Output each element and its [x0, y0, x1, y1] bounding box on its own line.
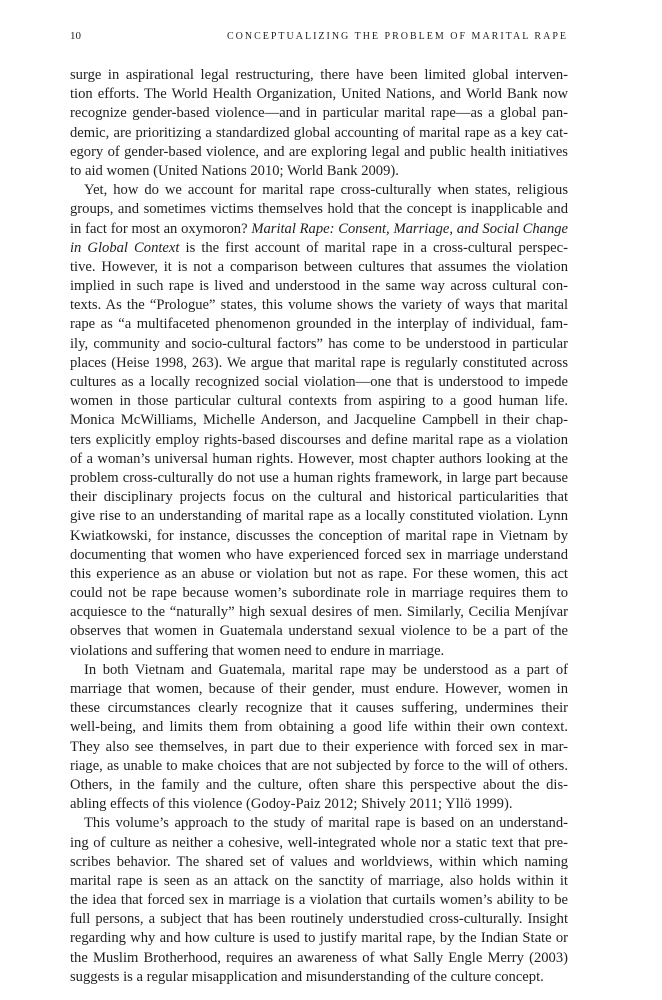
text-line: suggests is a regular misapplication and misunderstanding of the culture concept. [70, 968, 544, 985]
text-line: Monica McWilliams, Michelle Anderson, and Jacqueline Campbell in their chap- [70, 412, 568, 429]
text-line: well-being, and limits them from obtaining a good life within their own context. [70, 719, 568, 736]
paragraph-4 [70, 814, 568, 987]
text-line: this experience as an abuse or violation but not as rape. For these women, this act [70, 565, 568, 582]
body-text [70, 66, 568, 987]
paragraph-3 [70, 661, 568, 815]
running-head [70, 30, 568, 52]
text-line: give rise to an understanding of marital rape as a locally constituted violation. Lynn [70, 508, 568, 525]
text-line: implied in such rape is lived and understood in the same way across cultural con- [70, 278, 568, 295]
text-line: ily, community and socio-cultural factors” has come to be understood in particular [70, 335, 568, 352]
book-page [70, 30, 568, 987]
text-line: scribes behavior. The shared set of values and worldviews, within which naming [70, 853, 568, 870]
text-line: to aid women (United Nations 2010; World Bank 2009). [70, 162, 399, 179]
text-line: acquiesce to the “naturally” high sexual desires of men. Similarly, Cecilia Menjívar [70, 604, 568, 621]
text-line: could not be rape because women’s subordinate role in marriage requires them to [70, 585, 568, 602]
text-line: marital rape is seen as an attack on the sanctity of marriage, also holds within it [70, 872, 568, 889]
text-line: the idea that forced sex in marriage is a violation that curtails women’s ability to be [70, 892, 568, 909]
text-line: tive. However, it is not a comparison between cultures that assumes the violation [70, 258, 568, 275]
text-line: the Muslim Brotherhood, requires an awareness of what Sally Engle Merry (2003) [70, 949, 568, 966]
text-line: groups, and sometimes victims themselves hold that the concept is inapplicable and [70, 201, 568, 218]
line-text: in fact for most an oxymoron? [70, 220, 248, 237]
line-text: is the first account of marital rape in a cross-cultural perspec- [185, 239, 568, 256]
text-line: their disciplinary projects focus on the cultural and historical particularities that [70, 489, 568, 506]
text-line: In both Vietnam and Guatemala, marital rape may be understood as a part of [84, 661, 568, 678]
text-line: ters explicitly employ rights-based discourses and define marital rape as a violation [70, 431, 568, 448]
text-line: demic, are prioritizing a standardized global accounting of marital rape as a key cat- [70, 124, 568, 141]
text-line: regarding why and how culture is used to justify marital rape, by the Indian State or [70, 930, 568, 947]
text-line: recognize gender-based violence—and in particular marital rape—as a global pan- [70, 105, 568, 122]
text-line: places (Heise 1998, 263). We argue that marital rape is regularly constituted across [70, 354, 568, 371]
text-line: tion efforts. The World Health Organization, United Nations, and World Bank now [70, 86, 568, 103]
text-line-with-title [70, 239, 568, 258]
text-line: texts. As the “Prologue” states, this volume shows the variety of ways that marital [70, 297, 568, 314]
text-line: marriage that women, because of their gender, must endure. However, women in [70, 681, 568, 697]
text-line: these circumstances clearly recognize that it causes suffering, undermines their [70, 700, 568, 717]
paragraph-1 [70, 66, 568, 181]
text-line: of a woman’s universal human rights. However, most chapter authors looking at the [70, 450, 568, 467]
text-line: cultures as a locally recognized social violation—one that is understood to impede [70, 374, 568, 390]
text-line: egory of gender-based violence, and are exploring legal and public health initiatives [70, 143, 568, 160]
paragraph-2 [70, 181, 568, 661]
text-line-with-title [70, 220, 568, 239]
text-line: observes that women in Guatemala understand sexual violence to be a part of the [70, 623, 568, 640]
text-line: Others, in the family and the culture, often share this perspective about the dis- [70, 776, 568, 793]
text-line: documenting that women who have experienced forced sex in marriage understand [70, 546, 568, 563]
page-number: 10 [70, 30, 81, 42]
text-line: violations and suffering that women need to endure in marriage. [70, 642, 445, 659]
text-line: women in those particular cultural contexts from aspiring to a good human life. [70, 393, 568, 410]
text-line: abling effects of this violence (Godoy-Paiz 2012; Shively 2011; Yllö 1999). [70, 796, 513, 813]
text-line: They also see themselves, in part due to their experience with forced sex in mar- [70, 738, 568, 755]
text-line: riage, as unable to make choices that are not subjected by force to the will of others. [70, 757, 568, 774]
book-title-part-1: Marital Rape: Consent, Marriage, and Social Change [251, 220, 569, 237]
running-title: CONCEPTUALIZING THE PROBLEM OF MARITAL RAPE [226, 31, 568, 42]
text-line: full persons, a subject that has been routinely understudied cross-culturally. Insight [70, 911, 568, 928]
book-title-part-2: in Global Context [70, 239, 180, 256]
text-line: rape as “a multifaceted phenomenon grounded in the interplay of individual, fam- [70, 316, 568, 333]
text-line: Kwiatkowski, for instance, discusses the conception of marital rape in Vietnam by [70, 527, 568, 544]
text-line: problem cross-culturally do not use a human rights framework, in large part because [70, 469, 568, 486]
text-line: Yet, how do we account for marital rape cross-culturally when states, religious [84, 182, 568, 199]
text-line: surge in aspirational legal restructuring, there have been limited global interven- [70, 67, 568, 83]
text-line: This volume’s approach to the study of marital rape is based on an understand- [84, 815, 568, 832]
text-line: ing of culture as neither a cohesive, well-integrated whole nor a static text that pre- [70, 834, 568, 851]
